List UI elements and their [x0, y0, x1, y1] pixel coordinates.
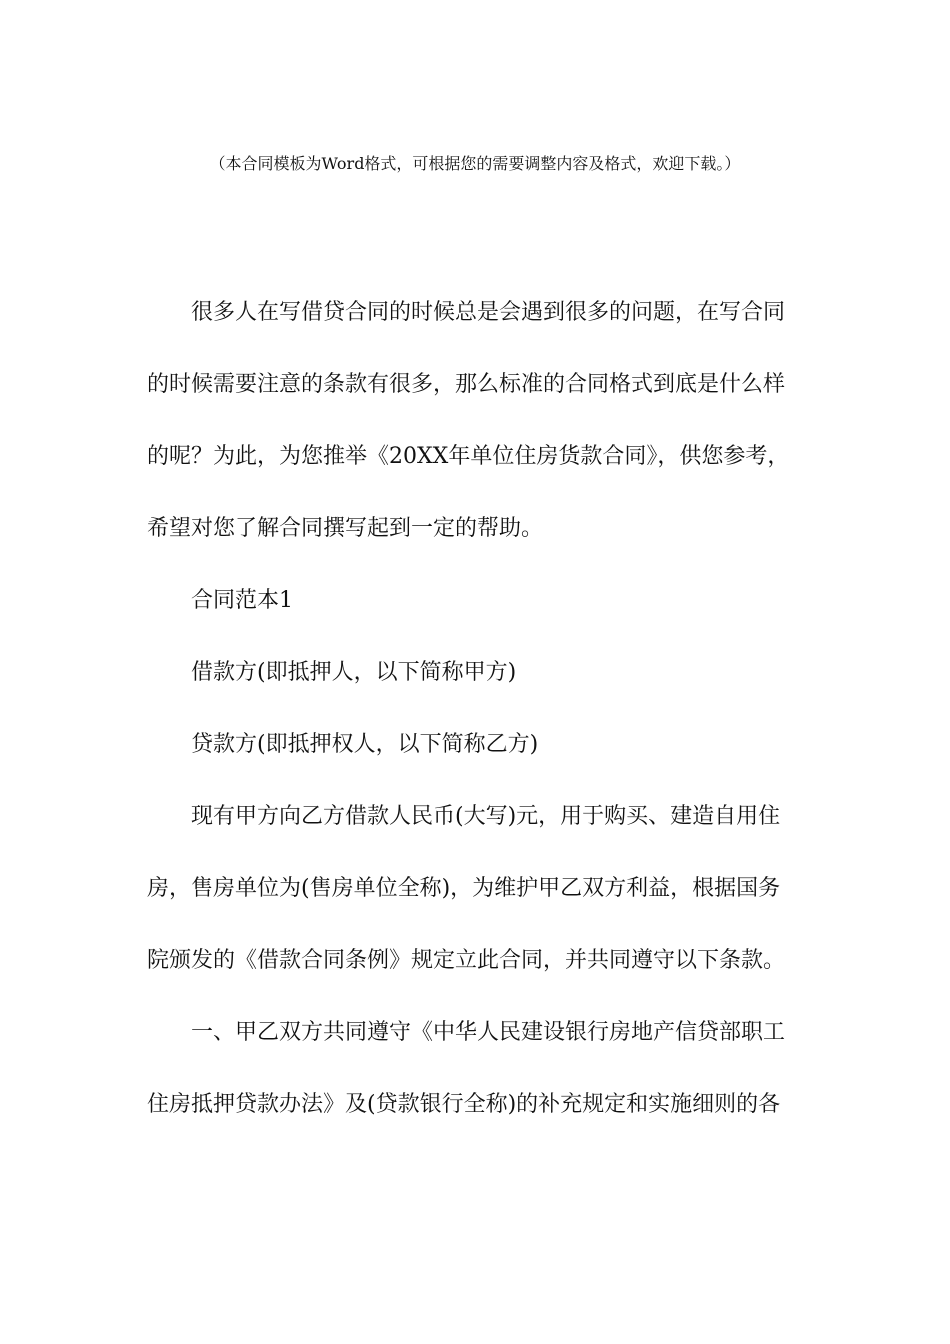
terms-line-1: 现有甲方向乙方借款人民币(大写)元，用于购买、建造自用住	[191, 804, 781, 829]
intro-line-2: 的时候需要注意的条款有很多，那么标准的合同格式到底是什么样	[147, 372, 786, 397]
borrower-line: 借款方(即抵押人，以下简称甲方)	[191, 660, 517, 685]
terms-line-3: 院颁发的《借款合同条例》规定立此合同，并共同遵守以下条款。	[147, 948, 786, 973]
terms-line-2: 房，售房单位为(售房单位全称)，为维护甲乙双方利益，根据国务	[147, 876, 781, 901]
clause1-line-2: 住房抵押贷款办法》及(贷款银行全称)的补充规定和实施细则的各	[147, 1092, 781, 1117]
intro-line-4: 希望对您了解合同撰写起到一定的帮助。	[147, 516, 544, 541]
clause1-line-1: 一、甲乙双方共同遵守《中华人民建设银行房地产信贷部职工	[191, 1020, 786, 1045]
document-body	[147, 293, 807, 1157]
intro-line-1: 很多人在写借贷合同的时候总是会遇到很多的问题，在写合同	[191, 300, 786, 325]
template-notice: （本合同模板为Word格式，可根据您的需要调整内容及格式，欢迎下载。）	[209, 154, 741, 173]
intro-line-3: 的呢？为此，为您推举《20XX年单位住房货款合同》，供您参考，	[147, 444, 790, 469]
lender-line: 贷款方(即抵押权人，以下简称乙方)	[191, 732, 539, 757]
template-title: 合同范本1	[191, 588, 293, 613]
